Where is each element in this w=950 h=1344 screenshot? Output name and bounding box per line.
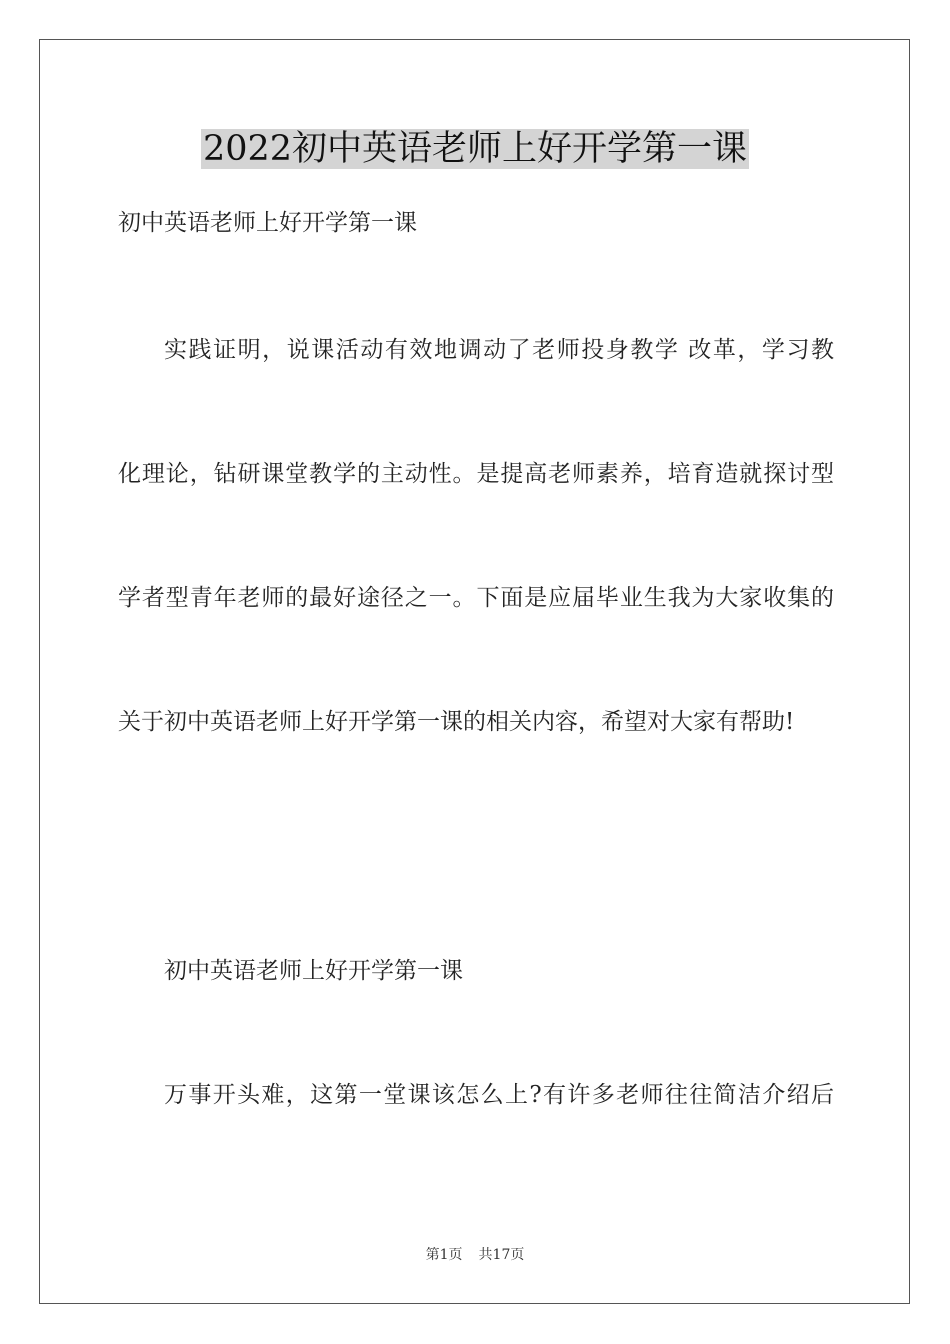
page-number: 第1页 bbox=[425, 1247, 463, 1263]
document-title-text: 2022初中英语老师上好开学第一课 bbox=[202, 129, 748, 169]
paragraph-line: 化理论，钻研课堂教学的主动性。是提高老师素养，培育造就探讨型 bbox=[118, 461, 834, 487]
paragraph-line: 万事开头难，这第一堂课该怎么上?有许多老师往往简洁介绍后 bbox=[164, 1082, 834, 1108]
paragraph-line: 关于初中英语老师上好开学第一课的相关内容，希望对大家有帮助! bbox=[118, 709, 795, 735]
paragraph-line: 实践证明，说课活动有效地调动了老师投身教学 改革，学习教 bbox=[164, 337, 834, 363]
section-heading: 初中英语老师上好开学第一课 bbox=[164, 958, 463, 984]
document-subtitle: 初中英语老师上好开学第一课 bbox=[118, 210, 417, 236]
page-total: 共17页 bbox=[478, 1247, 525, 1263]
page-footer bbox=[0, 1246, 950, 1264]
document-title bbox=[0, 128, 950, 170]
paragraph-line: 学者型青年老师的最好途径之一。下面是应届毕业生我为大家收集的 bbox=[118, 585, 834, 611]
